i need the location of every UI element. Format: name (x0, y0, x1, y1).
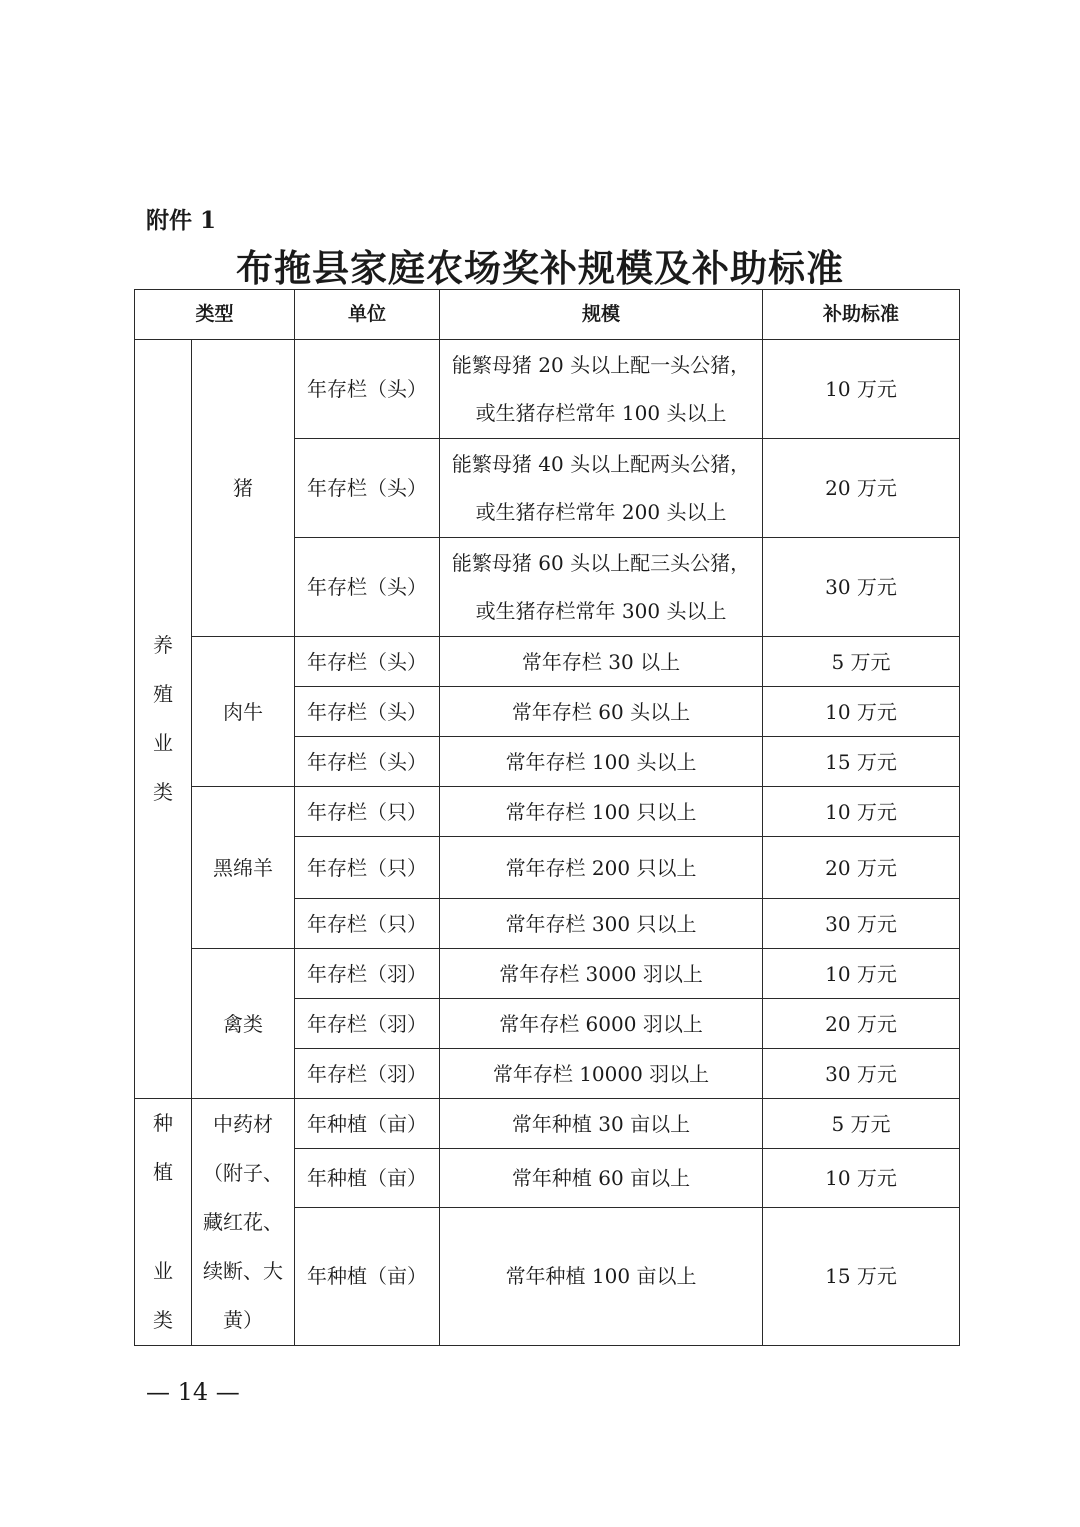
subsidy-cell: 20 万元 (763, 999, 960, 1049)
subsidy-standard-table (134, 289, 960, 1346)
table-row (135, 637, 960, 687)
table-row (135, 340, 960, 439)
attachment-label: 附件 1 (146, 207, 217, 234)
category-breeding: 养 殖 业 类 (135, 340, 192, 1099)
table-row (135, 949, 960, 999)
scale-cell: 常年存栏 3000 羽以上 (440, 949, 763, 999)
unit-cell: 年存栏（头） (295, 538, 440, 637)
subtype-pig: 猪 (192, 340, 295, 637)
subsidy-cell: 5 万元 (763, 1099, 960, 1149)
scale-cell: 能繁母猪 60 头以上配三头公猪， 或生猪存栏常年 300 头以上 (440, 538, 763, 637)
table-header-row (135, 290, 960, 340)
header-type: 类型 (135, 290, 295, 340)
unit-cell: 年存栏（羽） (295, 999, 440, 1049)
unit-cell: 年存栏（头） (295, 687, 440, 737)
unit-cell: 年存栏（只） (295, 899, 440, 949)
subsidy-cell: 10 万元 (763, 787, 960, 837)
subsidy-cell: 10 万元 (763, 687, 960, 737)
scale-cell: 常年种植 60 亩以上 (440, 1149, 763, 1207)
subsidy-cell: 20 万元 (763, 439, 960, 538)
subsidy-cell: 15 万元 (763, 1207, 960, 1345)
scale-cell: 常年存栏 200 只以上 (440, 837, 763, 899)
subsidy-cell: 15 万元 (763, 737, 960, 787)
scale-cell: 常年存栏 60 头以上 (440, 687, 763, 737)
header-subsidy: 补助标准 (763, 290, 960, 340)
unit-cell: 年存栏（羽） (295, 949, 440, 999)
scale-cell: 常年种植 100 亩以上 (440, 1207, 763, 1345)
subtype-beef: 肉牛 (192, 637, 295, 787)
unit-cell: 年存栏（羽） (295, 1049, 440, 1099)
scale-cell: 常年存栏 100 头以上 (440, 737, 763, 787)
page-title: 布拖县家庭农场奖补规模及补助标准 (236, 246, 844, 290)
subsidy-cell: 5 万元 (763, 637, 960, 687)
header-scale: 规模 (440, 290, 763, 340)
subtype-poultry: 禽类 (192, 949, 295, 1099)
unit-cell: 年种植（亩） (295, 1099, 440, 1149)
subsidy-cell: 10 万元 (763, 949, 960, 999)
scale-cell: 能繁母猪 20 头以上配一头公猪， 或生猪存栏常年 100 头以上 (440, 340, 763, 439)
category-planting: 种 植 业 类 (135, 1099, 192, 1346)
subtype-herbs: 中药材 （附子、 藏红花、 续断、大 黄） (192, 1099, 295, 1346)
subsidy-cell: 30 万元 (763, 538, 960, 637)
table-row (135, 787, 960, 837)
unit-cell: 年种植（亩） (295, 1207, 440, 1345)
subsidy-cell: 10 万元 (763, 340, 960, 439)
header-unit: 单位 (295, 290, 440, 340)
unit-cell: 年种植（亩） (295, 1149, 440, 1207)
scale-cell: 常年存栏 6000 羽以上 (440, 999, 763, 1049)
subsidy-cell: 30 万元 (763, 1049, 960, 1099)
unit-cell: 年存栏（头） (295, 439, 440, 538)
scale-cell: 常年种植 30 亩以上 (440, 1099, 763, 1149)
scale-cell: 常年存栏 30 以上 (440, 637, 763, 687)
unit-cell: 年存栏（头） (295, 737, 440, 787)
scale-cell: 常年存栏 10000 羽以上 (440, 1049, 763, 1099)
subsidy-cell: 30 万元 (763, 899, 960, 949)
subtype-sheep: 黑绵羊 (192, 787, 295, 949)
scale-cell: 常年存栏 100 只以上 (440, 787, 763, 837)
scale-cell: 能繁母猪 40 头以上配两头公猪， 或生猪存栏常年 200 头以上 (440, 439, 763, 538)
subsidy-cell: 10 万元 (763, 1149, 960, 1207)
unit-cell: 年存栏（头） (295, 340, 440, 439)
scale-cell: 常年存栏 300 只以上 (440, 899, 763, 949)
unit-cell: 年存栏（只） (295, 837, 440, 899)
unit-cell: 年存栏（头） (295, 637, 440, 687)
table-row (135, 1099, 960, 1149)
page-number: — 14 — (146, 1378, 240, 1406)
subsidy-cell: 20 万元 (763, 837, 960, 899)
unit-cell: 年存栏（只） (295, 787, 440, 837)
